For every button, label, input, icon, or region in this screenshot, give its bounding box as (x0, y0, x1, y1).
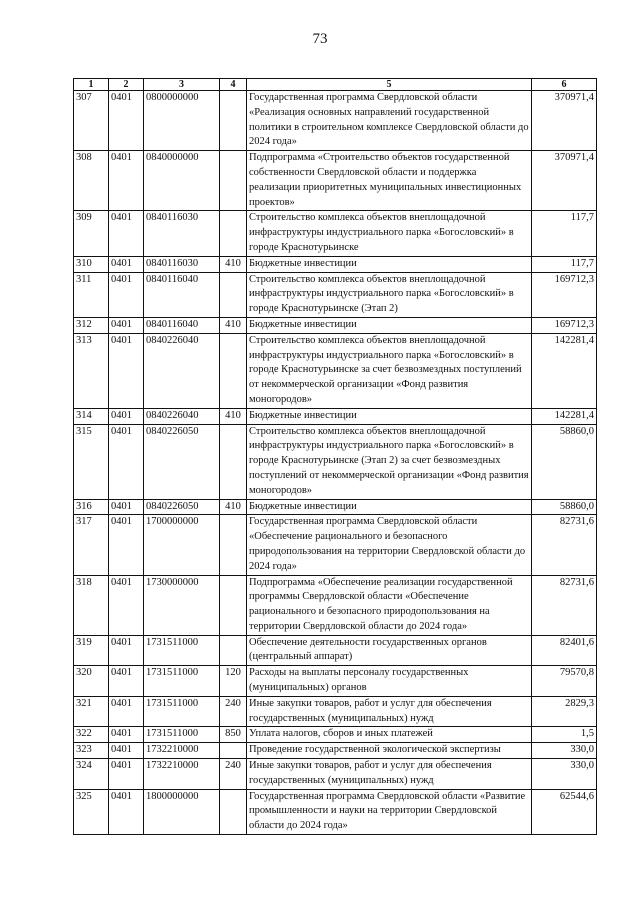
table-row (74, 696, 597, 727)
target-code-cell: 0840226040 (144, 408, 220, 424)
item-name-cell: Бюджетные инвестиции (247, 408, 532, 424)
row-number-cell: 317 (74, 515, 109, 575)
row-number-cell: 325 (74, 789, 109, 834)
header-cell: 4 (220, 79, 247, 91)
row-number-cell: 310 (74, 256, 109, 272)
section-code-cell: 0401 (109, 727, 144, 743)
amount-cell: 1,5 (532, 727, 597, 743)
expense-type-cell: 410 (220, 408, 247, 424)
section-code-cell: 0401 (109, 515, 144, 575)
expense-type-cell: 240 (220, 696, 247, 727)
row-number-cell: 323 (74, 743, 109, 759)
section-code-cell: 0401 (109, 333, 144, 408)
item-name-cell: Бюджетные инвестиции (247, 499, 532, 515)
table-row (74, 91, 597, 151)
section-code-cell: 0401 (109, 635, 144, 666)
table-row (74, 575, 597, 635)
header-cell: 2 (109, 79, 144, 91)
row-number-cell: 312 (74, 317, 109, 333)
expense-type-cell: 120 (220, 666, 247, 697)
item-name-cell: Бюджетные инвестиции (247, 256, 532, 272)
item-name-cell: Подпрограмма «Строительство объектов государственной собственности Свердловской области и поддержка реализации приоритетных муниципальных инвестиционных проектов» (247, 151, 532, 211)
item-name-cell: Строительство комплекса объектов внеплощадочной инфраструктуры индустриального парка «Богословский» в городе Краснотурьинске (Этап 2) (247, 272, 532, 317)
target-code-cell: 0840116040 (144, 272, 220, 317)
table-row (74, 666, 597, 697)
expense-type-cell (220, 211, 247, 256)
item-name-cell: Государственная программа Свердловской области «Обеспечение рационального и безопасного природопользования на территории Свердловской области до 2024 года» (247, 515, 532, 575)
item-name-cell: Обеспечение деятельности государственных органов (центральный аппарат) (247, 635, 532, 666)
amount-cell: 58860,0 (532, 424, 597, 499)
target-code-cell: 0800000000 (144, 91, 220, 151)
table-row (74, 151, 597, 211)
item-name-cell: Бюджетные инвестиции (247, 317, 532, 333)
table-row (74, 408, 597, 424)
target-code-cell: 1730000000 (144, 575, 220, 635)
amount-cell: 330,0 (532, 759, 597, 790)
amount-cell: 79570,8 (532, 666, 597, 697)
header-cell: 6 (532, 79, 597, 91)
row-number-cell: 318 (74, 575, 109, 635)
header-cell: 1 (74, 79, 109, 91)
budget-table (73, 78, 597, 835)
expense-type-cell: 410 (220, 317, 247, 333)
item-name-cell: Иные закупки товаров, работ и услуг для обеспечения государственных (муниципальных) нужд (247, 696, 532, 727)
target-code-cell: 1731511000 (144, 666, 220, 697)
table-row (74, 333, 597, 408)
table-row (74, 743, 597, 759)
target-code-cell: 1731511000 (144, 635, 220, 666)
expense-type-cell (220, 575, 247, 635)
section-code-cell: 0401 (109, 759, 144, 790)
amount-cell: 169712,3 (532, 272, 597, 317)
row-number-cell: 309 (74, 211, 109, 256)
section-code-cell: 0401 (109, 696, 144, 727)
row-number-cell: 308 (74, 151, 109, 211)
item-name-cell: Строительство комплекса объектов внеплощадочной инфраструктуры индустриального парка «Богословский» в городе Краснотурьинске (Этап 2) за счет безвозмездных поступлений от некоммерческой организации «Фонд развития моногородов» (247, 424, 532, 499)
row-number-cell: 316 (74, 499, 109, 515)
amount-cell: 58860,0 (532, 499, 597, 515)
item-name-cell: Строительство комплекса объектов внеплощадочной инфраструктуры индустриального парка «Богословский» в городе Краснотурьинске (247, 211, 532, 256)
table-row (74, 256, 597, 272)
amount-cell: 82731,6 (532, 575, 597, 635)
target-code-cell: 0840116030 (144, 211, 220, 256)
item-name-cell: Государственная программа Свердловской области «Реализация основных направлений государственной политики в строительном комплексе Свердловской области до 2024 года» (247, 91, 532, 151)
row-number-cell: 307 (74, 91, 109, 151)
header-row (74, 79, 597, 91)
amount-cell: 2829,3 (532, 696, 597, 727)
target-code-cell: 1731511000 (144, 696, 220, 727)
section-code-cell: 0401 (109, 499, 144, 515)
expense-type-cell (220, 789, 247, 834)
expense-type-cell (220, 743, 247, 759)
expense-type-cell (220, 333, 247, 408)
table-row (74, 759, 597, 790)
expense-type-cell: 410 (220, 499, 247, 515)
item-name-cell: Подпрограмма «Обеспечение реализации государственной программы Свердловской области «Обеспечение рационального и безопасного природопользования на территории Свердловской области до 2024 года» (247, 575, 532, 635)
header-cell: 5 (247, 79, 532, 91)
row-number-cell: 319 (74, 635, 109, 666)
target-code-cell: 0840116040 (144, 317, 220, 333)
table-row (74, 635, 597, 666)
expense-type-cell: 410 (220, 256, 247, 272)
row-number-cell: 324 (74, 759, 109, 790)
row-number-cell: 322 (74, 727, 109, 743)
amount-cell: 117,7 (532, 256, 597, 272)
expense-type-cell (220, 272, 247, 317)
expense-type-cell (220, 151, 247, 211)
expense-type-cell (220, 635, 247, 666)
table-row (74, 499, 597, 515)
table-row (74, 727, 597, 743)
table-row (74, 515, 597, 575)
amount-cell: 330,0 (532, 743, 597, 759)
expense-type-cell (220, 91, 247, 151)
row-number-cell: 314 (74, 408, 109, 424)
section-code-cell: 0401 (109, 91, 144, 151)
section-code-cell: 0401 (109, 211, 144, 256)
expense-type-cell: 240 (220, 759, 247, 790)
target-code-cell: 0840226050 (144, 499, 220, 515)
target-code-cell: 0840226040 (144, 333, 220, 408)
section-code-cell: 0401 (109, 256, 144, 272)
table-row (74, 317, 597, 333)
section-code-cell: 0401 (109, 424, 144, 499)
page-number: 73 (312, 31, 328, 47)
section-code-cell: 0401 (109, 408, 144, 424)
amount-cell: 169712,3 (532, 317, 597, 333)
target-code-cell: 0840000000 (144, 151, 220, 211)
amount-cell: 142281,4 (532, 408, 597, 424)
row-number-cell: 315 (74, 424, 109, 499)
expense-type-cell (220, 424, 247, 499)
section-code-cell: 0401 (109, 317, 144, 333)
section-code-cell: 0401 (109, 743, 144, 759)
table-row (74, 272, 597, 317)
section-code-cell: 0401 (109, 666, 144, 697)
item-name-cell: Уплата налогов, сборов и иных платежей (247, 727, 532, 743)
section-code-cell: 0401 (109, 151, 144, 211)
section-code-cell: 0401 (109, 272, 144, 317)
header-cell: 3 (144, 79, 220, 91)
amount-cell: 117,7 (532, 211, 597, 256)
item-name-cell: Проведение государственной экологической экспертизы (247, 743, 532, 759)
row-number-cell: 321 (74, 696, 109, 727)
row-number-cell: 313 (74, 333, 109, 408)
item-name-cell: Иные закупки товаров, работ и услуг для обеспечения государственных (муниципальных) нужд (247, 759, 532, 790)
amount-cell: 82731,6 (532, 515, 597, 575)
row-number-cell: 311 (74, 272, 109, 317)
amount-cell: 82401,6 (532, 635, 597, 666)
row-number-cell: 320 (74, 666, 109, 697)
target-code-cell: 1731511000 (144, 727, 220, 743)
section-code-cell: 0401 (109, 789, 144, 834)
table-row (74, 424, 597, 499)
expense-type-cell (220, 515, 247, 575)
item-name-cell: Расходы на выплаты персоналу государственных (муниципальных) органов (247, 666, 532, 697)
table-row (74, 211, 597, 256)
amount-cell: 62544,6 (532, 789, 597, 834)
item-name-cell: Строительство комплекса объектов внеплощадочной инфраструктуры индустриального парка «Богословский» в городе Краснотурьинске за счет безвозмездных поступлений от некоммерческой организации «Фонд развития моногородов» (247, 333, 532, 408)
target-code-cell: 0840226050 (144, 424, 220, 499)
target-code-cell: 1732210000 (144, 743, 220, 759)
table-row (74, 789, 597, 834)
expense-type-cell: 850 (220, 727, 247, 743)
target-code-cell: 1732210000 (144, 759, 220, 790)
target-code-cell: 1800000000 (144, 789, 220, 834)
target-code-cell: 1700000000 (144, 515, 220, 575)
amount-cell: 370971,4 (532, 91, 597, 151)
item-name-cell: Государственная программа Свердловской области «Развитие промышленности и науки на территории Свердловской области до 2024 года» (247, 789, 532, 834)
amount-cell: 142281,4 (532, 333, 597, 408)
target-code-cell: 0840116030 (144, 256, 220, 272)
amount-cell: 370971,4 (532, 151, 597, 211)
section-code-cell: 0401 (109, 575, 144, 635)
